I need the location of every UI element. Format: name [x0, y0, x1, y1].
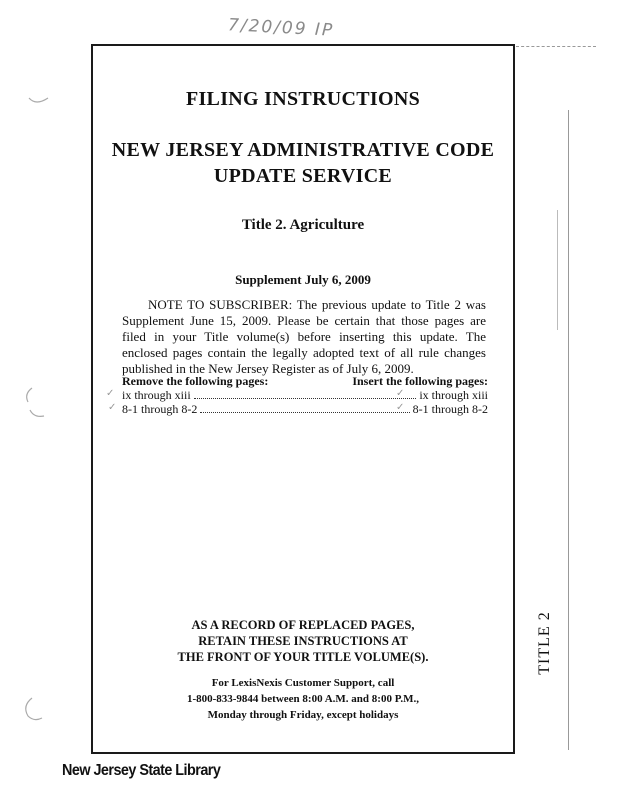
tab-label: TITLE 2 — [536, 611, 553, 675]
insert-header: Insert the following pages: — [352, 374, 488, 388]
supplement-date: Supplement July 6, 2009 — [235, 272, 371, 287]
handwritten-note: 7/20/09 IP — [227, 15, 335, 41]
support-line3: Monday through Friday, except holidays — [207, 709, 399, 721]
checkmark-icon: ✓ — [106, 388, 115, 399]
divider-line — [568, 110, 569, 750]
note-to-subscriber: NOTE TO SUBSCRIBER: The previous update to Title 2 was Supplement June 15, 2009. Please be certain that those pages are filed in your Title volume(s) before inserting this update. The enclosed pages contain the legally adopted text of all rule changes published in the New Jersey Register as of July 6, 2009. — [122, 297, 486, 376]
punch-hole-mark — [26, 88, 56, 108]
support-line1: For LexisNexis Customer Support, call — [211, 677, 395, 689]
customer-support — [91, 675, 515, 723]
record-notice — [91, 617, 515, 665]
service-title-line2: UPDATE SERVICE — [213, 165, 393, 187]
divider-line — [516, 46, 596, 47]
remove-header: Remove the following pages: — [122, 374, 269, 388]
checkmark-icon: ✓ — [108, 402, 117, 413]
filing-title: FILING INSTRUCTIONS — [185, 88, 421, 110]
service-title-line1: NEW JERSEY ADMINISTRATIVE CODE — [111, 139, 495, 161]
checkmark-icon: ✓ — [396, 388, 405, 399]
record-line1: AS A RECORD OF REPLACED PAGES, — [191, 618, 415, 632]
insert-pages: ix through xiii — [419, 388, 488, 402]
service-title — [91, 137, 515, 189]
subtitle: Title 2. Agriculture — [241, 217, 365, 233]
remove-pages: 8-1 through 8-2 — [122, 402, 198, 416]
remove-pages: ix through xiii — [122, 388, 191, 402]
checkmark-icon: ✓ — [396, 402, 405, 413]
record-line2: RETAIN THESE INSTRUCTIONS AT — [198, 634, 408, 648]
table-row — [122, 388, 488, 402]
punch-hole-mark — [20, 696, 50, 726]
record-line3: THE FRONT OF YOUR TITLE VOLUME(S). — [177, 650, 429, 664]
library-stamp: New Jersey State Library — [62, 762, 221, 779]
punch-hole-mark — [22, 384, 52, 424]
table-row — [122, 402, 488, 416]
dot-leader — [200, 412, 409, 413]
support-line2: 1-800-833-9844 between 8:00 A.M. and 8:00 P.M., — [186, 693, 420, 705]
insert-pages: 8-1 through 8-2 — [412, 402, 488, 416]
divider-line — [557, 210, 558, 330]
dot-leader — [194, 398, 417, 399]
title-tab — [523, 604, 567, 690]
